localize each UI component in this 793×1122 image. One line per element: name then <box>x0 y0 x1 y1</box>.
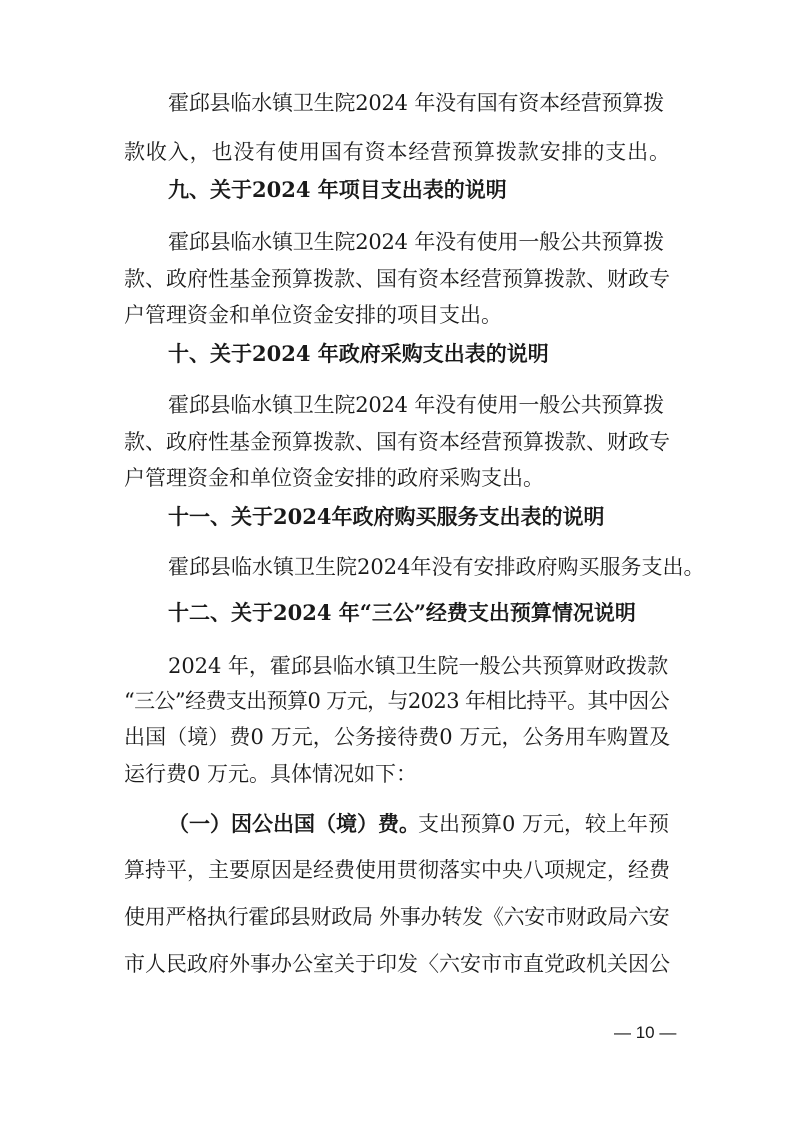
paragraph-line: 出国（境）费0 万元，公务接待费0 万元，公务用车购置及 <box>124 725 671 749</box>
paragraph-line: 款、政府性基金预算拨款、国有资本经营预算拨款、财政专 <box>124 430 670 454</box>
paragraph-line: 款收入，也没有使用国有资本经营预算拨款安排的支出。 <box>124 140 671 164</box>
paragraph-line: 市人民政府外事办公室关于印发〈六安市市直党政机关因公 <box>124 952 670 976</box>
paragraph-line: 支出预算0 万元，较上年预 <box>418 812 670 836</box>
paragraph-line: 算持平，主要原因是经费使用贯彻落实中央八项规定，经费 <box>124 858 670 882</box>
paragraph-line: 霍邱县临水镇卫生院2024 年没有国有资本经营预算拨 <box>168 91 664 115</box>
paragraph-line: 霍邱县临水镇卫生院2024 年没有使用一般公共预算拨 <box>168 393 664 417</box>
paragraph-line: 霍邱县临水镇卫生院2024 年没有使用一般公共预算拨 <box>168 230 664 254</box>
page-number: — 10 — <box>614 1023 677 1042</box>
paragraph-line: 使用严格执行霍邱县财政局 外事办转发《六安市财政局六安 <box>124 905 670 929</box>
paragraph-line: 款、政府性基金预算拨款、国有资本经营预算拨款、财政专 <box>124 267 670 291</box>
paragraph-line: 2024 年，霍邱县临水镇卫生院一般公共预算财政拨款 <box>168 654 669 678</box>
subsection-heading: （一）因公出国（境）费。 <box>168 811 420 836</box>
section-heading-11: 十一、关于2024年政府购买服务支出表的说明 <box>168 504 605 529</box>
paragraph-line: “三公”经费支出预算0 万元，与2023 年相比持平。其中因公 <box>124 689 670 713</box>
paragraph-line: 户管理资金和单位资金安排的政府采购支出。 <box>124 466 544 490</box>
section-heading-10: 十、关于2024 年政府采购支出表的说明 <box>168 341 549 366</box>
paragraph-line: 运行费0 万元。具体情况如下： <box>124 762 418 786</box>
paragraph-line: 霍邱县临水镇卫生院2024年没有安排政府购买服务支出。 <box>168 555 705 579</box>
section-heading-12: 十二、关于2024 年“三公”经费支出预算情况说明 <box>168 600 636 625</box>
section-heading-9: 九、关于2024 年项目支出表的说明 <box>168 177 507 202</box>
paragraph-line: 户管理资金和单位资金安排的项目支出。 <box>124 303 502 327</box>
